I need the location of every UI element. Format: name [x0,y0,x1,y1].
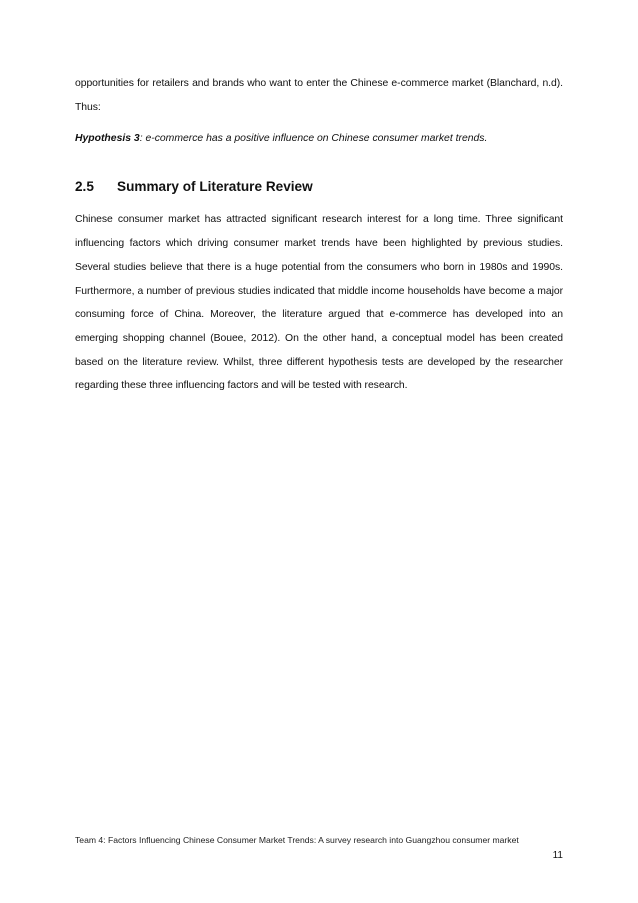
section-heading [75,178,563,196]
page-footer: Team 4: Factors Influencing Chinese Consumer Market Trends: A survey research into Guangzhou consumer market [75,835,519,845]
intro-paragraph: opportunities for retailers and brands who want to enter the Chinese e-commerce market (Blanchard, n.d). Thus: [75,78,563,113]
section-number: 2.5 [75,179,94,195]
page-content [75,72,563,398]
page-number: 11 [552,850,563,861]
hypothesis-statement [75,132,563,146]
hypothesis-text: : e-commerce has a positive influence on Chinese consumer market trends. [139,133,488,145]
section-title: Summary of Literature Review [117,179,313,195]
hypothesis-label: Hypothesis 3 [75,133,140,145]
section-body-paragraph: Chinese consumer market has attracted significant research interest for a long time. Three significant influencing factors which driving consumer market trends have been highlighted by previous studies. Several studies believe that there is a huge potential from the consumers who born in 1980s and 1990s. Furthermore, a number of previous studies indicated that middle income households have become a major consuming force of China. Moreover, the literature argued that e-commerce has developed into an emerging shopping channel (Bouee, 2012). On the other hand, a conceptual model has been created based on the literature review. Whilst, three different hypothesis tests are developed by the researcher regarding these three influencing factors and will be tested with research. [75,214,563,392]
